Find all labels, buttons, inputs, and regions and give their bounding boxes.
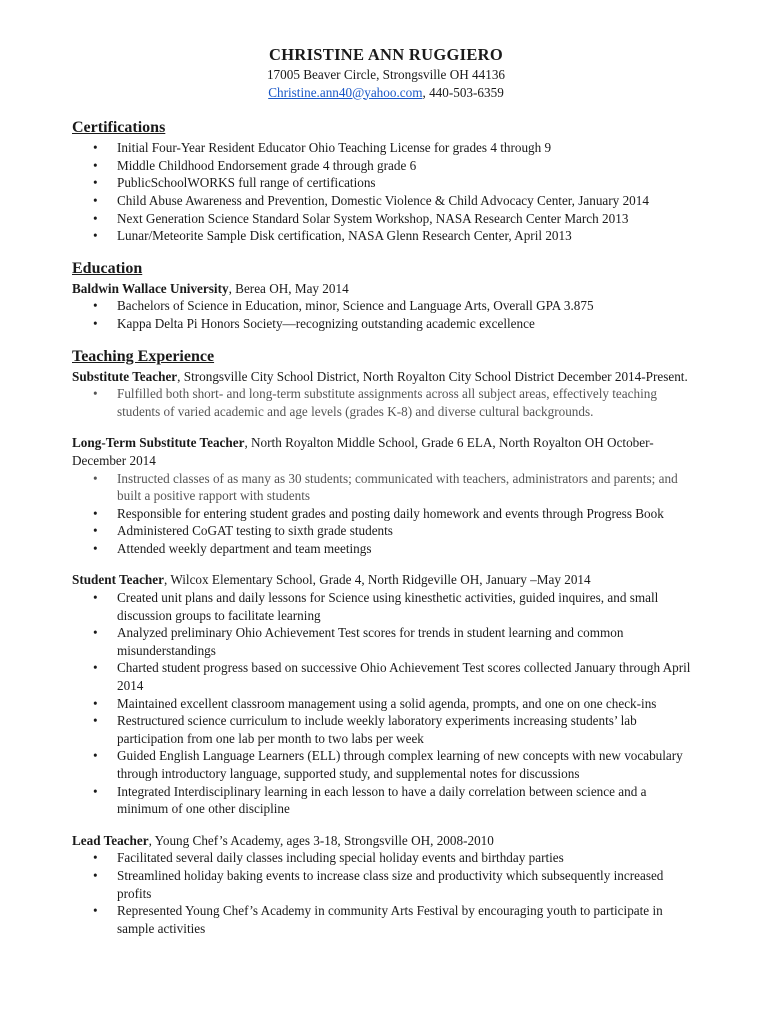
job-duties — [72, 470, 700, 558]
job-title-line — [72, 832, 700, 850]
job-entry — [72, 434, 700, 557]
list-item: • Restructured science curriculum to include weekly laboratory experiments increasing students’ lab participation from one lab per month to two labs per week — [72, 712, 700, 747]
school-name: Baldwin Wallace University — [72, 280, 229, 296]
job-duties — [72, 849, 700, 937]
job-detail: , Wilcox Elementary School, Grade 4, North Ridgeville OH, January –May 2014 — [163, 572, 591, 588]
list-item: • Charted student progress based on successive Ohio Achievement Test scores collected January through April 2014 — [72, 659, 700, 694]
job-title-line — [72, 368, 700, 386]
list-item: • Responsible for entering student grades and posting daily homework and events through Progress Book — [72, 505, 700, 523]
resume-header — [72, 44, 700, 101]
job-detail: , Strongsville City School District, North Royalton City School District December 2014-Present. — [177, 368, 688, 384]
email-link[interactable]: Christine.ann40@yahoo.com — [268, 84, 423, 100]
contact-line — [72, 84, 700, 102]
education-list — [72, 297, 700, 332]
job-detail: , Young Chef’s Academy, ages 3-18, Strongsville OH, 2008-2010 — [148, 832, 494, 848]
list-item: • Guided English Language Learners (ELL) through complex learning of new concepts with new vocabulary through introductory language, supported study, and supplemental notes for discussions — [72, 747, 700, 782]
job-entry — [72, 368, 700, 421]
phone-number: , 440-503-6359 — [422, 84, 504, 100]
job-title-line — [72, 571, 700, 589]
list-item: • Attended weekly department and team meetings — [72, 540, 700, 558]
list-item: • Integrated Interdisciplinary learning in each lesson to have a daily correlation between science and a minimum of one other discipline — [72, 783, 700, 818]
list-item: • Streamlined holiday baking events to increase class size and productivity which subsequently increased profits — [72, 867, 700, 902]
job-role: Long-Term Substitute Teacher — [72, 435, 245, 451]
certifications-heading: Certifications — [72, 119, 166, 137]
spacer — [72, 818, 700, 832]
spacer — [72, 557, 700, 571]
job-title-line — [72, 434, 700, 469]
list-item: • Lunar/Meteorite Sample Disk certification, NASA Glenn Research Center, April 2013 — [72, 227, 700, 245]
job-role: Lead Teacher — [72, 832, 149, 848]
list-item: • Represented Young Chef’s Academy in community Arts Festival by encouraging youth to participate in sample activities — [72, 902, 700, 937]
list-item: • Bachelors of Science in Education, minor, Science and Language Arts, Overall GPA 3.875 — [72, 297, 700, 315]
list-item: • Child Abuse Awareness and Prevention, Domestic Violence & Child Advocacy Center, January 2014 — [72, 192, 700, 210]
list-item: • Analyzed preliminary Ohio Achievement Test scores for trends in student learning and common misunderstandings — [72, 624, 700, 659]
list-item: • Facilitated several daily classes including special holiday events and birthday parties — [72, 849, 700, 867]
resume-page — [72, 44, 700, 937]
education-heading: Education — [72, 259, 143, 277]
list-item: • Maintained excellent classroom management using a solid agenda, prompts, and one on one check-ins — [72, 695, 700, 713]
list-item: • Next Generation Science Standard Solar System Workshop, NASA Research Center March 2013 — [72, 210, 700, 228]
list-item: • Instructed classes of as many as 30 students; communicated with teachers, administrators and parents; and built a positive rapport with students — [72, 470, 700, 505]
list-item: • Administered CoGAT testing to sixth grade students — [72, 522, 700, 540]
candidate-name: CHRISTINE ANN RUGGIERO — [269, 45, 503, 64]
job-duties — [72, 589, 700, 818]
job-duties — [72, 385, 700, 420]
candidate-address: 17005 Beaver Circle, Strongsville OH 44136 — [266, 67, 506, 82]
job-role: Student Teacher — [72, 572, 164, 588]
job-entry — [72, 832, 700, 938]
job-detail: , North Royalton Middle School, Grade 6 ELA, North Royalton OH October-December 2014 — [72, 435, 654, 468]
job-entry — [72, 571, 700, 817]
experience-heading: Teaching Experience — [72, 347, 215, 365]
job-role: Substitute Teacher — [72, 368, 178, 384]
list-item: • Fulfilled both short- and long-term substitute assignments across all subject areas, effectively teaching students of varied academic and age levels (grades K-8) and diverse cultural backgrounds. — [72, 385, 700, 420]
list-item: • Created unit plans and daily lessons for Science using kinesthetic activities, guided inquires, and small discussion groups to facilitate learning — [72, 589, 700, 624]
list-item: • Middle Childhood Endorsement grade 4 through grade 6 — [72, 157, 700, 175]
list-item: • Initial Four-Year Resident Educator Ohio Teaching License for grades 4 through 9 — [72, 139, 700, 157]
list-item: • Kappa Delta Pi Honors Society—recognizing outstanding academic excellence — [72, 315, 700, 333]
spacer — [72, 420, 700, 434]
list-item: • PublicSchoolWORKS full range of certifications — [72, 174, 700, 192]
education-school-line — [72, 280, 700, 298]
certifications-list — [72, 139, 700, 245]
school-detail: , Berea OH, May 2014 — [228, 280, 349, 296]
